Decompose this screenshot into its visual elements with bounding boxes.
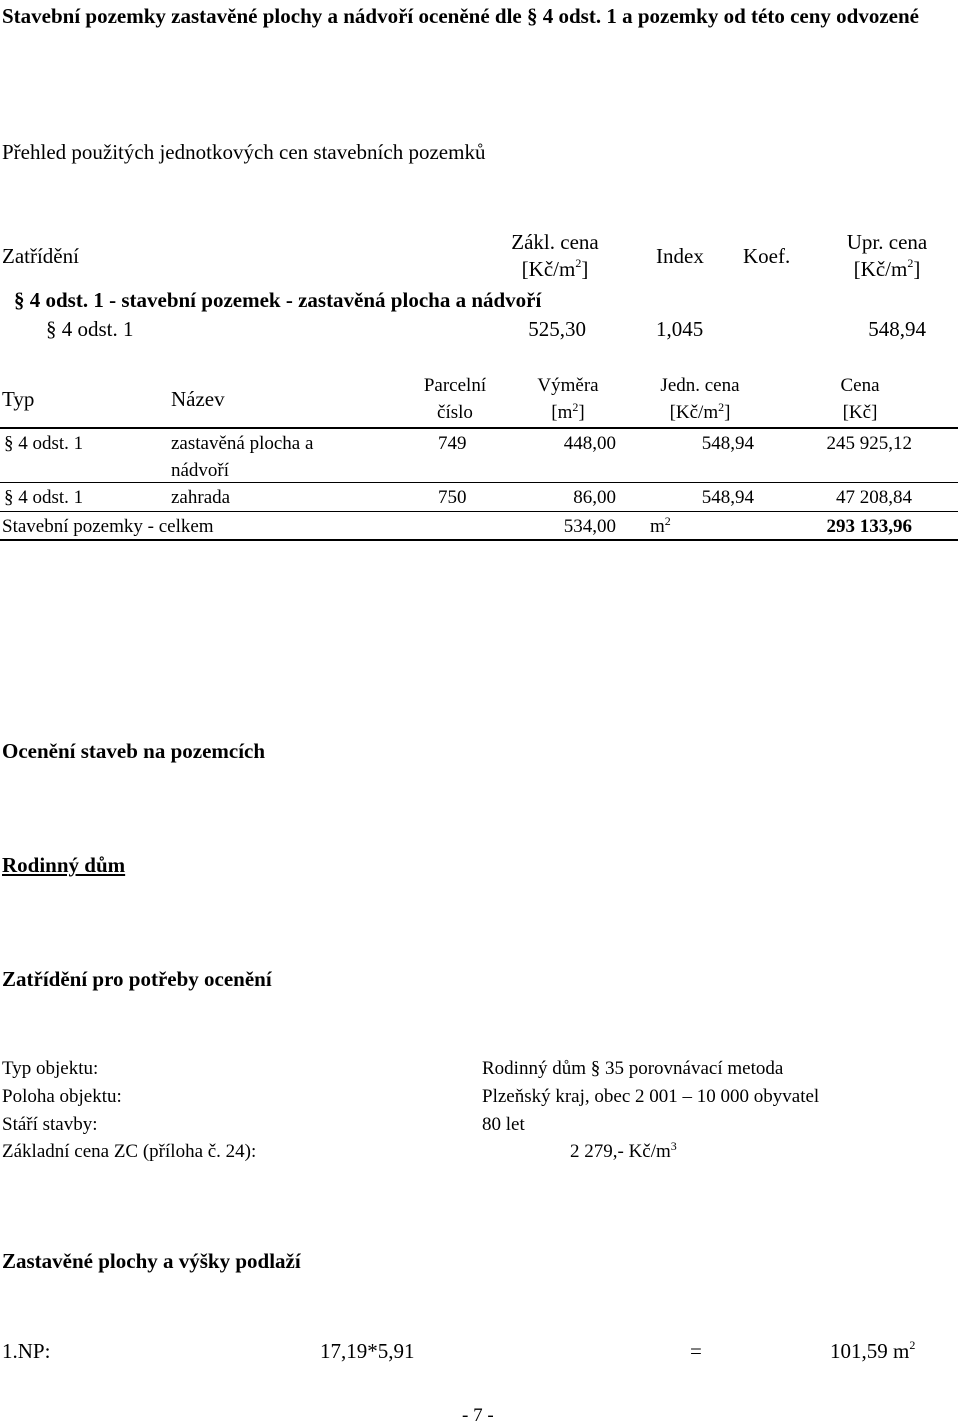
section-zatrideni: Zatřídění pro potřeby ocenění bbox=[2, 967, 272, 991]
np-value: 101,59 $m^2$ bbox=[830, 1338, 916, 1363]
t1-header-zatrideni: Zatřídění bbox=[2, 244, 79, 268]
t2-total-vymera: 534,00 bbox=[563, 516, 616, 537]
t2-row-rule bbox=[0, 482, 958, 483]
t2-row-nazev: zahrada bbox=[171, 487, 231, 508]
t2-header-parcelni: Parcelní číslo bbox=[423, 375, 487, 423]
t2-row-parcela: 749 bbox=[438, 433, 467, 454]
info-value-zakladni-cena: 2 279,- $Kč/m^3$ bbox=[570, 1139, 677, 1162]
info-label-typ-objektu: Typ objektu: bbox=[2, 1058, 99, 1079]
t1-section-label: § 4 odst. 1 - stavební pozemek - zastavěná plocha a nádvoří bbox=[14, 288, 542, 312]
info-label-poloha: Poloha objektu: bbox=[2, 1086, 122, 1107]
t1-header-upr-cena: Upr. cena $[Kč/m^2]$ bbox=[846, 230, 928, 281]
t2-header-typ: Typ bbox=[2, 387, 35, 411]
t2-total-label: Stavební pozemky - celkem bbox=[2, 516, 214, 537]
t2-total-unit: $m^2$ bbox=[650, 514, 671, 537]
t2-row-nazev: zastavěná plocha a bbox=[171, 433, 314, 454]
np-formula: 17,19*5,91 bbox=[320, 1339, 415, 1363]
t2-header-jedn-cena: Jedn. cena $[Kč/m^2]$ bbox=[660, 375, 740, 423]
t1-row-index: 1,045 bbox=[656, 317, 704, 341]
page-number: - 7 - bbox=[462, 1405, 494, 1426]
t2-row-typ: § 4 odst. 1 bbox=[4, 433, 84, 454]
t1-row-label: § 4 odst. 1 bbox=[46, 317, 134, 341]
section-oceneni-staveb: Ocenění staveb na pozemcích bbox=[2, 739, 266, 763]
t2-row-rule bbox=[0, 511, 958, 512]
t2-row-nazev-line2: nádvoří bbox=[171, 460, 230, 481]
t2-row-jedn-cena: 548,94 bbox=[701, 433, 754, 454]
info-value-stari: 80 let bbox=[482, 1114, 525, 1135]
t1-header-koef: Koef. bbox=[743, 244, 791, 268]
t2-row-cena: 245 925,12 bbox=[826, 433, 912, 454]
t2-header-vymera: Výměra $[m^2]$ bbox=[537, 375, 599, 423]
t2-header-nazev: Název bbox=[171, 387, 225, 411]
t2-row-typ: § 4 odst. 1 bbox=[4, 487, 84, 508]
t2-header-rule bbox=[0, 427, 958, 429]
info-value-typ-objektu: Rodinný dům § 35 porovnávací metoda bbox=[482, 1058, 784, 1079]
t1-header-index: Index bbox=[656, 244, 704, 268]
section-rodinny-dum: Rodinný dům bbox=[2, 853, 126, 877]
info-value-poloha: Plzeňský kraj, obec 2 001 – 10 000 obyvatel bbox=[482, 1086, 820, 1107]
t2-header-cena: Cena [Kč] bbox=[840, 375, 880, 423]
page-title: Stavební pozemky zastavěné plochy a nádvoří oceněné dle § 4 odst. 1 a pozemky od této ceny odvozené bbox=[2, 4, 919, 28]
t2-row-cena: 47 208,84 bbox=[836, 487, 912, 508]
subtitle: Přehled použitých jednotkových cen stavebních pozemků bbox=[2, 140, 486, 164]
t2-row-vymera: 86,00 bbox=[573, 487, 616, 508]
t2-total-rule bbox=[0, 539, 958, 541]
t2-total-cena: 293 133,96 bbox=[826, 516, 912, 537]
np-equals: = bbox=[690, 1339, 702, 1363]
section-zastavene-plochy: Zastavěné plochy a výšky podlaží bbox=[2, 1249, 301, 1273]
t2-row-parcela: 750 bbox=[438, 487, 467, 508]
t2-row-vymera: 448,00 bbox=[563, 433, 616, 454]
np-label: 1.NP: bbox=[2, 1339, 51, 1363]
info-label-stari: Stáří stavby: bbox=[2, 1114, 98, 1135]
t1-row-upr-cena: 548,94 bbox=[868, 317, 926, 341]
info-label-zakladni-cena: Základní cena ZC (příloha č. 24): bbox=[2, 1141, 257, 1162]
t1-row-zakl-cena: 525,30 bbox=[528, 317, 586, 341]
t1-header-zakl-cena: Zákl. cena $[Kč/m^2]$ bbox=[511, 230, 599, 281]
t2-row-jedn-cena: 548,94 bbox=[701, 487, 754, 508]
